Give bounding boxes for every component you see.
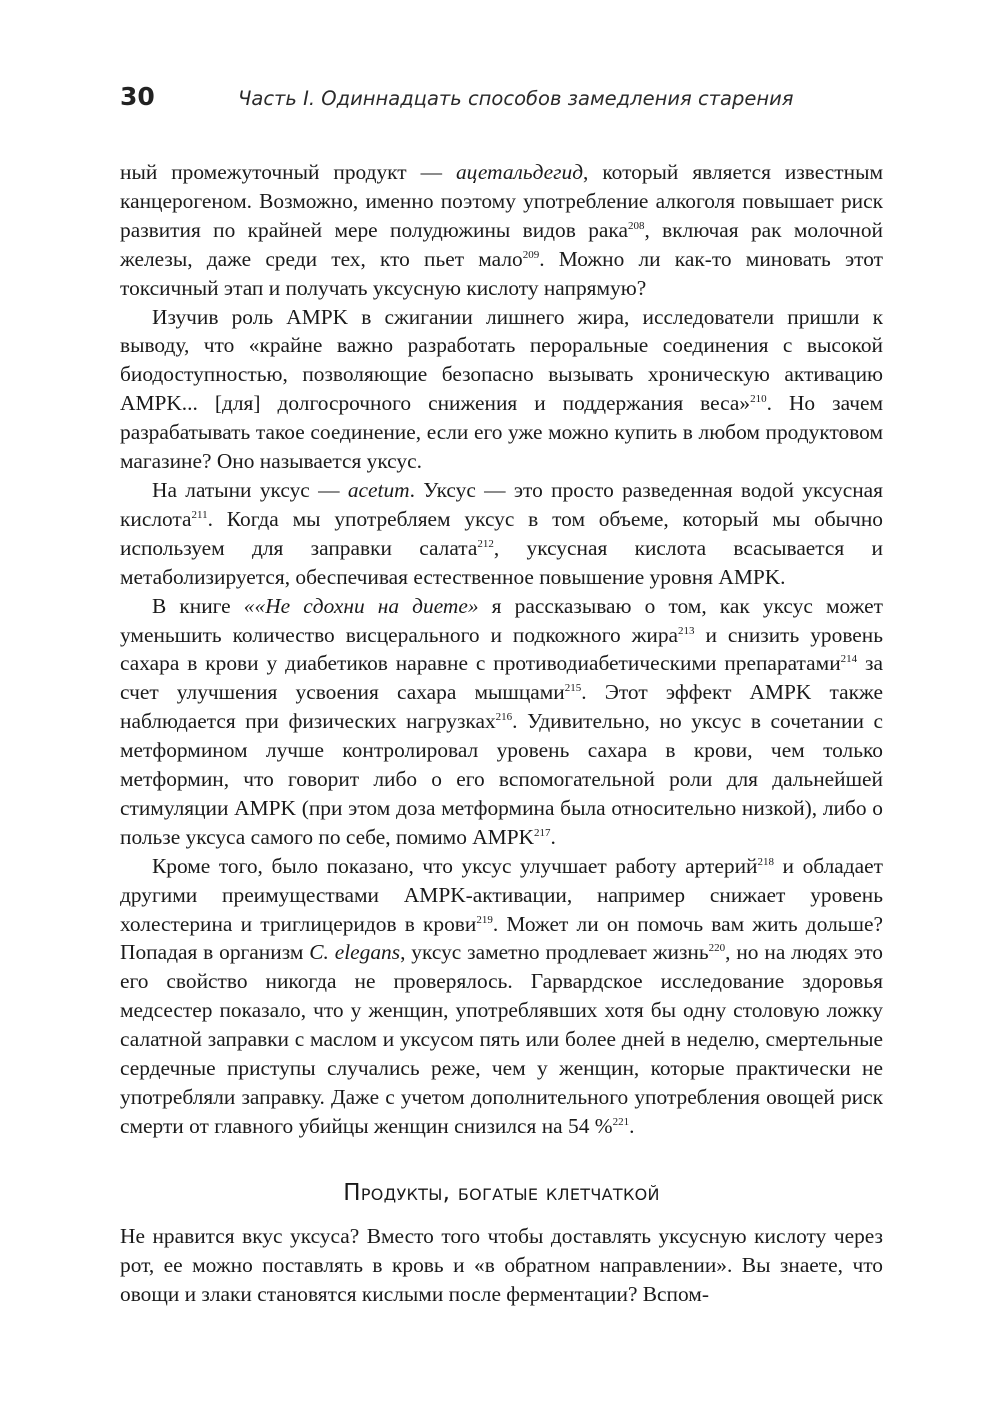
text-run: .	[550, 824, 556, 849]
text-run: ный промежуточный продукт —	[120, 160, 456, 184]
footnote-ref: 217	[534, 826, 551, 839]
footnote-ref: 213	[678, 624, 695, 637]
footnote-ref: 208	[627, 219, 645, 232]
text-run: . Этот эффект AMPK также наблюдается при физических нагрузках	[120, 680, 883, 734]
paragraphs	[120, 158, 883, 1141]
text-run: , который является известным канцерогеном. Возможно, именно поэтому употребление алкоголя повышает риск развития по крайней мере полудюжины видов рака	[120, 160, 883, 242]
footnote-ref: 215	[564, 682, 582, 695]
text-run: Кроме того, было показано, что уксус улучшает работу артерий	[152, 853, 758, 878]
section-paragraphs	[120, 1222, 883, 1309]
section-heading: Продукты, богатые клетчаткой	[343, 1179, 660, 1206]
text-run: и снизить уровень сахара в крови у диабетиков наравне с противодиабетическими препаратами	[120, 622, 883, 676]
text-run: за счет улучшения усвоения сахара мышцами	[120, 651, 883, 705]
footnote-ref: 219	[476, 913, 493, 926]
paragraph	[120, 158, 883, 303]
italic-term: ««Не сдохни на диете»	[243, 593, 479, 618]
paragraph	[120, 592, 883, 852]
paragraph	[120, 303, 883, 476]
paragraph	[120, 476, 883, 592]
footnote-ref: 218	[757, 855, 774, 868]
paragraph	[120, 852, 883, 1141]
footnote-ref: 220	[708, 942, 726, 955]
footnote-ref: 216	[495, 711, 513, 724]
footnote-ref: 209	[522, 248, 540, 261]
text-run: я рассказываю о том, как уксус может уменьшить количество висцерального и подкожного жира	[120, 593, 883, 647]
text-run: . Удивительно, но уксус в сочетании с метформином лучше контролировал уровень сахара в крови, чем только метформин, что говорит либо о его вспомогательной роли для дальнейшей стимуляции AMPK (при этом доза метформина была относительно низкой), либо о пользе уксуса самого по себе, помимо AMPK	[120, 709, 883, 849]
text-run: . Уксус — это просто разведенная водой уксусная кислота	[120, 477, 883, 531]
text-run: . Когда мы употребляем уксус в том объеме, который мы обычно используем для заправки салата	[120, 506, 883, 560]
text-run: . Но зачем разрабатывать такое соединение, если его уже можно купить в любом продуктовом магазине? Оно называется уксус.	[120, 391, 883, 474]
italic-term: ацетальдегид	[455, 160, 584, 184]
paragraph	[120, 1222, 883, 1309]
text-run: В книге	[152, 593, 244, 618]
text-run: На латыни уксус —	[152, 477, 348, 502]
text-run: .	[629, 1113, 635, 1138]
text-run: Не нравится вкус уксуса? Вместо того чтобы доставлять уксусную кислоту через рот, ее можно поставлять в кровь и «в обратном направлении». Вы знаете, что овощи и злаки становятся кислыми после ферментации? Вспом-	[120, 1223, 883, 1306]
italic-term: C. elegans	[309, 940, 401, 965]
text-run: . Может ли он помочь вам жить дольше? Попадая в организм	[120, 911, 883, 965]
running-header	[120, 82, 890, 122]
text-run: , включая рак молочной железы, даже среди тех, кто пьет мало	[120, 217, 883, 271]
body-text	[120, 158, 883, 1308]
italic-term: acetum	[347, 477, 410, 502]
page-number: 30	[120, 82, 155, 111]
footnote-ref: 210	[750, 393, 767, 406]
text-run: , но на людях это его свойство никогда не проверялось. Гарвардское исследование здоровья медсестер показало, что у женщин, употреблявших хотя бы одну столовую ложку салатной заправки с маслом и уксусом пять или более дней в неделю, смертельные сердечные приступы случались реже, чем у женщин, которые практически не употребляли заправку. Даже с учетом дополнительного употребления овощей риск смерти от главного убийцы женщин снизился на 54 %	[120, 940, 883, 1138]
footnote-ref: 214	[840, 653, 858, 666]
text-run: Изучив роль AMPK в сжигании лишнего жира, исследователи пришли к выводу, что «крайне важно разработать пероральные соединения с высокой биодоступностью, позволяющие безопасно вызывать хроническую активацию AMPK... [для] долгосрочного снижения и поддержания веса»	[120, 304, 883, 416]
running-title: Часть I. Одиннадцать способов замедления старения	[238, 87, 794, 110]
text-run: . Можно ли как-то миновать этот токсичный этап и получать уксусную кислоту напрямую?	[120, 246, 883, 300]
text-run: , уксус заметно продлевает жизнь	[400, 940, 709, 965]
footnote-ref: 221	[612, 1115, 630, 1128]
text-run: , уксусная кислота всасывается и метаболизируется, обеспечивая естественное повышение уровня AMPK.	[120, 535, 883, 589]
footnote-ref: 212	[477, 537, 494, 550]
text-run: и обладает другими преимуществами AMPK-активации, например снижает уровень холестерина и триглицеридов в крови	[120, 853, 884, 936]
footnote-ref: 211	[191, 508, 208, 521]
